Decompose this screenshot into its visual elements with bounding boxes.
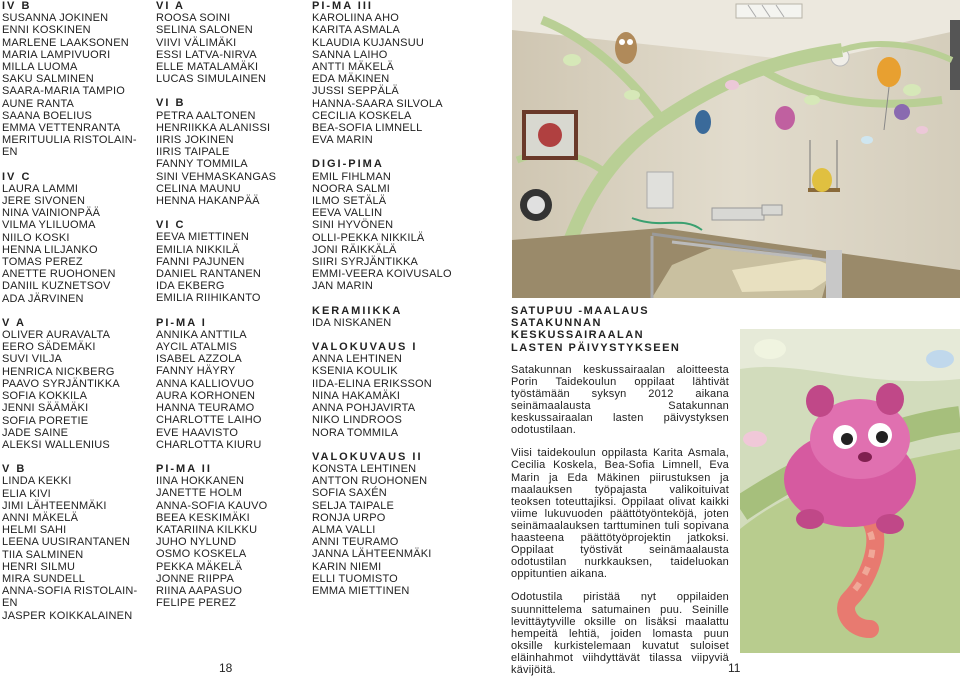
student-name: JONNE RIIPPA (156, 572, 234, 585)
student-name: ROOSA SOINI (156, 12, 231, 25)
class-heading: VI A (156, 0, 185, 12)
student-name: ANNA KALLIOVUO (156, 377, 255, 390)
student-name: JASPER KOIKKALAINEN (2, 609, 133, 622)
student-name: IINA HOKKANEN (156, 475, 245, 488)
class-section (156, 0, 306, 85)
article-paragraph: Odotustila piristää nyt oppilaiden suunnittelema satumainen puu. Seinille levittäytyville oksille on lisäksi maalattu hempeitä lehtiä, joiden lomasta puun oksille kurkistelemaan kuvatut suloiset eläinhahmot viihdyttävät tilassa viipyviä kävijöitä. (511, 591, 729, 676)
mural-room-photo (512, 0, 960, 298)
student-name: EMMI-VEERA KOIVUSALO (312, 268, 452, 281)
student-name: JANNA LÄHTEENMÄKI (312, 548, 432, 561)
student-name: SIIRI SYRJÄNTIKKA (312, 256, 419, 269)
student-name: NIKO LINDROOS (312, 414, 403, 427)
student-name: OLLI-PEKKA NIKKILÄ (312, 231, 425, 244)
student-name: ALMA VALLI (312, 523, 376, 536)
article (511, 305, 729, 687)
student-name: BEEA KESKIMÄKI (156, 511, 250, 524)
article-title-line: SATUPUU -MAALAUS SATAKUNNAN (511, 305, 650, 330)
student-name: KLAUDIA KUJANSUU (312, 36, 425, 49)
student-name: HENNA HAKANPÄÄ (156, 195, 260, 208)
student-name: ANNA POHJAVIRTA (312, 402, 416, 415)
student-name: FELIPE PEREZ (156, 597, 237, 610)
student-name: LAURA LAMMI (2, 182, 79, 195)
student-name: IDA NISKANEN (312, 316, 392, 329)
article-title-line: KESKUSSAIRAALAN (511, 329, 645, 342)
class-heading: KERAMIIKKA (312, 304, 403, 317)
class-heading: VALOKUVAUS I (312, 341, 418, 354)
student-name: EMIL FIHLMAN (312, 170, 392, 183)
page-number-right: 11 (728, 661, 741, 675)
class-heading: DIGI-PIMA (312, 158, 384, 171)
student-name: OLIVER AURAVALTA (2, 329, 111, 342)
student-name: JUSSI SEPPÄLÄ (312, 85, 399, 98)
article-title (511, 305, 729, 354)
student-name: KARITA ASMALA (312, 24, 400, 37)
student-name: EVA MARIN (312, 134, 373, 147)
student-name: ELLI TUOMISTO (312, 572, 398, 585)
student-name: HENRICA NICKBERG (2, 365, 115, 378)
student-name: ELLE MATALAMÄKI (156, 61, 259, 74)
student-name: BEA-SOFIA LIMNELL (312, 122, 423, 135)
student-name: NIILO KOSKI (2, 231, 70, 244)
class-heading: IV B (2, 0, 32, 12)
page-number-left: 18 (219, 661, 233, 675)
student-name: ANNIKA ANTTILA (156, 328, 247, 341)
article-title-line: LASTEN PÄIVYSTYKSEEN (511, 341, 681, 354)
student-name: MARLENE LAAKSONEN (2, 36, 129, 49)
student-name: SOFIA PORETIE (2, 414, 89, 427)
student-name: TIIA SALMINEN (2, 548, 84, 561)
student-name: EMILIA RIIHIKANTO (156, 292, 261, 305)
student-name: NINA VAINIONPÄÄ (2, 207, 101, 220)
student-name: JONI RÄIKKÄLÄ (312, 243, 397, 256)
class-heading: V B (2, 463, 27, 476)
student-name: MARIA LAMPIVUORI (2, 48, 111, 61)
student-name: KARIN NIEMI (312, 560, 382, 573)
student-name: SINI VEHMASKANGAS (156, 170, 277, 183)
student-name: AUNE RANTA (2, 97, 75, 110)
student-name: SAANA BOELIUS (2, 109, 93, 122)
student-name: SANNA LAIHO (312, 48, 388, 61)
student-name: IIRIS TAIPALE (156, 146, 230, 159)
student-name: MIRA SUNDELL (2, 572, 86, 585)
class-section (156, 97, 306, 207)
student-name: ANNI TEURAMO (312, 536, 399, 549)
student-name: ANNA LEHTINEN (312, 353, 403, 366)
student-name: JANETTE HOLM (156, 487, 243, 500)
student-name: KATARIINA KILKKU (156, 523, 258, 536)
class-heading: V A (2, 316, 26, 329)
student-name: PAAVO SYRJÄNTIKKA (2, 377, 120, 390)
student-name: ANETTE RUOHONEN (2, 268, 116, 281)
student-name: KSENIA KOULIK (312, 365, 398, 378)
class-section (312, 305, 482, 329)
student-name: EMMA VETTENRANTA (2, 122, 121, 135)
student-name: ISABEL AZZOLA (156, 353, 242, 366)
student-name: SUVI VILJA (2, 353, 63, 366)
class-heading: PI-MA III (312, 0, 373, 12)
student-name: KAROLIINA AHO (312, 12, 399, 25)
student-name: JUHO NYLUND (156, 536, 237, 549)
student-name: FANNY HÄYRY (156, 365, 236, 378)
class-section (312, 0, 482, 146)
student-name: JAN MARIN (312, 280, 374, 293)
student-name: EEVA VALLIN (312, 207, 383, 220)
student-name: VILMA YLILUOMA (2, 219, 96, 232)
student-name: SAKU SALMINEN (2, 73, 94, 86)
student-name: CELINA MAUNU (156, 182, 241, 195)
student-name: RIINA AAPASUO (156, 584, 243, 597)
class-section (2, 463, 152, 622)
student-name: NOORA SALMI (312, 182, 390, 195)
article-paragraph: Viisi taidekoulun oppilasta Karita Asmala, Cecilia Koskela, Bea-Sofia Limnell, Eva Marin ja Eda Mäkinen piirustuksen ja maalauksen työpajasta valikoituivat teoksen toteuttajiksi. Oppilaat olivat kaikki viime lukuvuoden päättötyönteköjä, joten seinämaalauksen tarttuminen tuli sopivana haasteena päättötyöprojektin jatkoksi. Oppilaat työstivät seinämaalausta odotustilan nurkkauksen, taideluokan oppituntien aikana. (511, 447, 729, 581)
student-name: ILMO SETÄLÄ (312, 195, 387, 208)
class-section (2, 317, 152, 451)
student-name: CHARLOTTE LAIHO (156, 414, 262, 427)
student-name: JADE SAINE (2, 426, 69, 439)
student-name: PEKKA MÄKELÄ (156, 560, 243, 573)
student-name: MILLA LUOMA (2, 61, 78, 74)
student-name: EMMA MIETTINEN (312, 584, 410, 597)
class-list-column-1 (2, 0, 152, 634)
student-name: KONSTA LEHTINEN (312, 462, 417, 475)
student-name: IIRIS JOKINEN (156, 134, 234, 147)
student-name: ADA JÄRVINEN (2, 292, 84, 305)
student-name: JIMI LÄHTEENMÄKI (2, 499, 107, 512)
student-name: ANNA-SOFIA KAUVO (156, 499, 268, 512)
student-name: DANIIL KUZNETSOV (2, 280, 111, 293)
student-name: SINI HYVÖNEN (312, 219, 394, 232)
class-heading: VALOKUVAUS II (312, 450, 423, 463)
student-name: SOFIA KOKKILA (2, 390, 88, 403)
student-name: NORA TOMMILA (312, 426, 399, 439)
student-name: JERE SIVONEN (2, 195, 86, 208)
class-section (156, 219, 306, 304)
student-name: VIIVI VÄLIMÄKI (156, 36, 237, 49)
class-heading: VI B (156, 97, 186, 110)
student-name: HENRIIKKA ALANISSI (156, 121, 271, 134)
student-name: SUSANNA JOKINEN (2, 12, 109, 25)
student-name: IIDA-ELINA ERIKSSON (312, 377, 432, 390)
class-heading: IV C (2, 170, 32, 183)
student-name: EN (2, 597, 18, 610)
student-name: EN (2, 146, 18, 159)
student-name: SELJA TAIPALE (312, 499, 395, 512)
student-name: SELINA SALONEN (156, 24, 253, 37)
pink-animal-mural-photo (740, 329, 960, 653)
student-name: FANNI PAJUNEN (156, 255, 245, 268)
student-name: OSMO KOSKELA (156, 548, 247, 561)
student-name: HELMI SAHI (2, 524, 67, 537)
student-name: ENNI KOSKINEN (2, 24, 91, 37)
student-name: TOMAS PEREZ (2, 256, 83, 269)
student-name: LUCAS SIMULAINEN (156, 73, 267, 86)
class-heading: PI-MA I (156, 316, 207, 329)
student-name: CHARLOTTA KIURU (156, 438, 262, 451)
student-name: HENRI SILMU (2, 560, 76, 573)
student-name: EMILIA NIKKILÄ (156, 243, 240, 256)
student-name: ANNI MÄKELÄ (2, 511, 79, 524)
student-name: AURA KORHONEN (156, 389, 256, 402)
class-list-column-2 (156, 0, 306, 621)
class-section (312, 341, 482, 439)
student-name: NINA HAKAMÄKI (312, 389, 401, 402)
student-name: EVE HAAVISTO (156, 426, 239, 439)
student-name: SAARA-MARIA TAMPIO (2, 85, 125, 98)
student-name: ANTTON RUOHONEN (312, 475, 428, 488)
student-name: DANIEL RANTANEN (156, 268, 262, 281)
student-name: ANNA-SOFIA RISTOLAIN- (2, 585, 138, 598)
student-name: EDA MÄKINEN (312, 73, 390, 86)
class-section (156, 317, 306, 451)
student-name: JENNI SÄÄMÄKI (2, 402, 89, 415)
class-section (156, 463, 306, 609)
student-name: RONJA URPO (312, 511, 386, 524)
class-list-column-3 (312, 0, 482, 609)
class-heading: VI C (156, 219, 186, 232)
student-name: LEENA UUSIRANTANEN (2, 536, 131, 549)
student-name: EERO SÄDEMÄKI (2, 341, 96, 354)
student-name: EEVA MIETTINEN (156, 231, 250, 244)
class-section (2, 171, 152, 305)
student-name: SOFIA SAXÉN (312, 487, 387, 500)
student-name: HANNA-SAARA SILVOLA (312, 97, 443, 110)
student-name: AYCIL ATALMIS (156, 341, 238, 354)
student-name: MERITUULIA RISTOLAIN- (2, 134, 137, 147)
student-name: LINDA KEKKI (2, 475, 72, 488)
student-name: ANTTI MÄKELÄ (312, 61, 394, 74)
class-section (312, 158, 482, 292)
class-section (312, 451, 482, 597)
student-name: FANNY TOMMILA (156, 158, 248, 171)
class-section (2, 0, 152, 159)
student-name: IDA EKBERG (156, 280, 225, 293)
student-name: HANNA TEURAMO (156, 402, 255, 415)
student-name: ALEKSI WALLENIUS (2, 438, 110, 451)
student-name: ESSI LATVA-NIRVA (156, 48, 257, 61)
student-name: HENNA LILJANKO (2, 243, 98, 256)
student-name: ELIA KIVI (2, 487, 51, 500)
class-heading: PI-MA II (156, 462, 212, 475)
student-name: PETRA AALTONEN (156, 109, 256, 122)
article-paragraph: Satakunnan keskussairaalan aloitteesta Porin Taidekoulun oppilaat lähtivät työstämään syksyn 2012 aikana seinämaalausta Satakunnan keskussairaalan lasten päivystyksen odotustilaan. (511, 363, 729, 437)
student-name: CECILIA KOSKELA (312, 109, 412, 122)
